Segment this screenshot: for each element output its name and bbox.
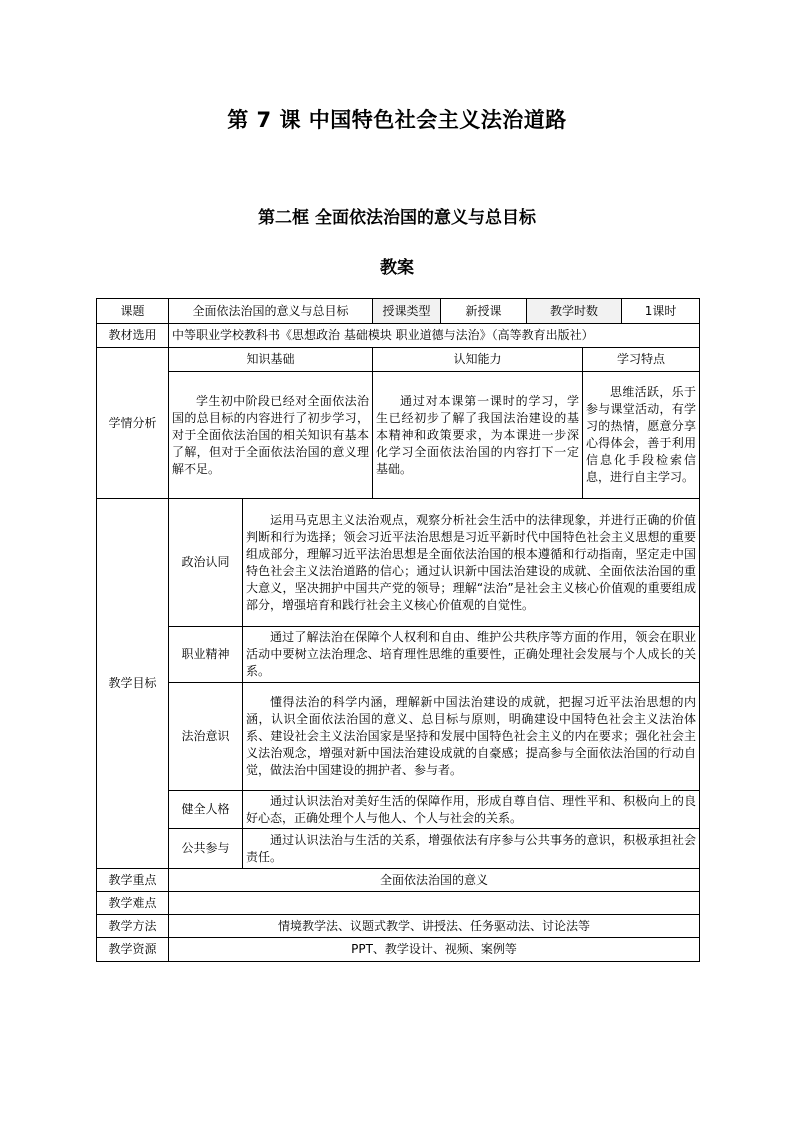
table-row [97, 499, 700, 627]
key-point-value: 全面依法治国的意义 [169, 869, 700, 892]
textbook-label: 教材选用 [97, 324, 169, 348]
textbook-value: 中等职业学校教科书《思想政治 基础模块 职业道德与法治》（高等教育出版社） [169, 324, 700, 348]
type-label: 授课类型 [373, 299, 441, 324]
goal-text: 通过认识法治对美好生活的保障作用，形成自尊自信、理性平和、积极向上的良好心态，正确处理个人与他人、个人与社会的关系。 [246, 793, 697, 825]
table-row [97, 892, 700, 915]
knowledge-text: 学生初中阶段已经对全面依法治国的总目标的内容进行了初步学习，对于全面依法治国的相关知识有基本了解，但对于全面依法治国的意义理解不足。 [172, 393, 370, 476]
goal-text: 通过认识法治与生活的关系，增强依法有序参与公共事务的意识，积极承担社会责任。 [246, 832, 697, 864]
table-row [97, 372, 700, 499]
ability-header: 认知能力 [373, 348, 583, 372]
course-value: 全面依法治国的意义与总目标 [169, 299, 373, 324]
goal-name: 政治认同 [169, 499, 243, 627]
table-row [97, 938, 700, 962]
traits-header: 学习特点 [583, 348, 700, 372]
table-row [97, 348, 700, 372]
difficulty-label: 教学难点 [97, 892, 169, 915]
goal-text: 运用马克思主义法治观点，观察分析社会生活中的法律现象，并进行正确的价值判断和行为选择；领会习近平法治思想是习近平新时代中国特色社会主义思想的重要组成部分，理解习近平法治思想是全面依法治国的根本遵循和行动指南，坚定走中国特色社会主义法治道路的信心；通过认识新中国法治建设的成就、全面依法治国的重大意义，坚决拥护中国共产党的领导；理解“法治”是社会主义核心价值观的重要组成部分，增强培育和践行社会主义核心价值观的自觉性。 [246, 512, 697, 612]
difficulty-value [169, 892, 700, 915]
key-point-label: 教学重点 [97, 869, 169, 892]
table-row [97, 829, 700, 869]
knowledge-header: 知识基础 [169, 348, 373, 372]
goal-text: 通过了解法治在保障个人权利和自由、维护公共秩序等方面的作用，领会在职业活动中要树立法治理念、培育理性思维的重要性，正确处理社会发展与个人成长的关系。 [246, 630, 697, 678]
table-row [97, 915, 700, 938]
document-type: 教案 [380, 258, 414, 278]
table-row [97, 683, 700, 791]
hours-value: 1课时 [622, 299, 700, 324]
table-row [97, 324, 700, 348]
lesson-title: 第 7 课 中国特色社会主义法治道路 [227, 108, 567, 132]
goal-name: 职业精神 [169, 627, 243, 683]
goals-label: 教学目标 [97, 499, 169, 869]
type-value: 新授课 [441, 299, 527, 324]
resources-label: 教学资源 [97, 938, 169, 962]
lesson-plan-table [96, 298, 700, 962]
table-row [97, 627, 700, 683]
table-row [97, 791, 700, 829]
methods-label: 教学方法 [97, 915, 169, 938]
resources-value: PPT、教学设计、视频、案例等 [169, 938, 700, 962]
goal-name: 法治意识 [169, 683, 243, 791]
course-label: 课题 [97, 299, 169, 324]
goal-name: 公共参与 [169, 829, 243, 869]
section-subtitle: 第二框 全面依法治国的意义与总目标 [258, 208, 536, 228]
goal-name: 健全人格 [169, 791, 243, 829]
traits-text: 思维活跃，乐于参与课堂活动，有学习的热情，愿意分享心得体会，善于利用信息化手段检索信息，进行自主学习。 [586, 385, 697, 484]
table-row [97, 869, 700, 892]
students-label: 学情分析 [97, 348, 169, 499]
table-row [97, 299, 700, 324]
goal-text: 懂得法治的科学内涵，理解新中国法治建设的成就，把握习近平法治思想的内涵，认识全面依法治国的意义、总目标与原则，明确建设中国特色社会主义法治体系、建设社会主义法治国家是坚持和发展中国特色社会主义的内在要求；强化社会主义法治观念，增强对新中国法治建设成就的自豪感；提高参与全面依法治国的行动自觉，做法治中国建设的拥护者、参与者。 [246, 695, 697, 777]
hours-label: 教学时数 [527, 299, 622, 324]
methods-value: 情境教学法、议题式教学、讲授法、任务驱动法、讨论法等 [169, 915, 700, 938]
ability-text: 通过对本课第一课时的学习，学生已经初步了解了我国法治建设的基本精神和政策要求，为本课进一步深化学习全面依法治国的内容打下一定基础。 [376, 393, 580, 476]
